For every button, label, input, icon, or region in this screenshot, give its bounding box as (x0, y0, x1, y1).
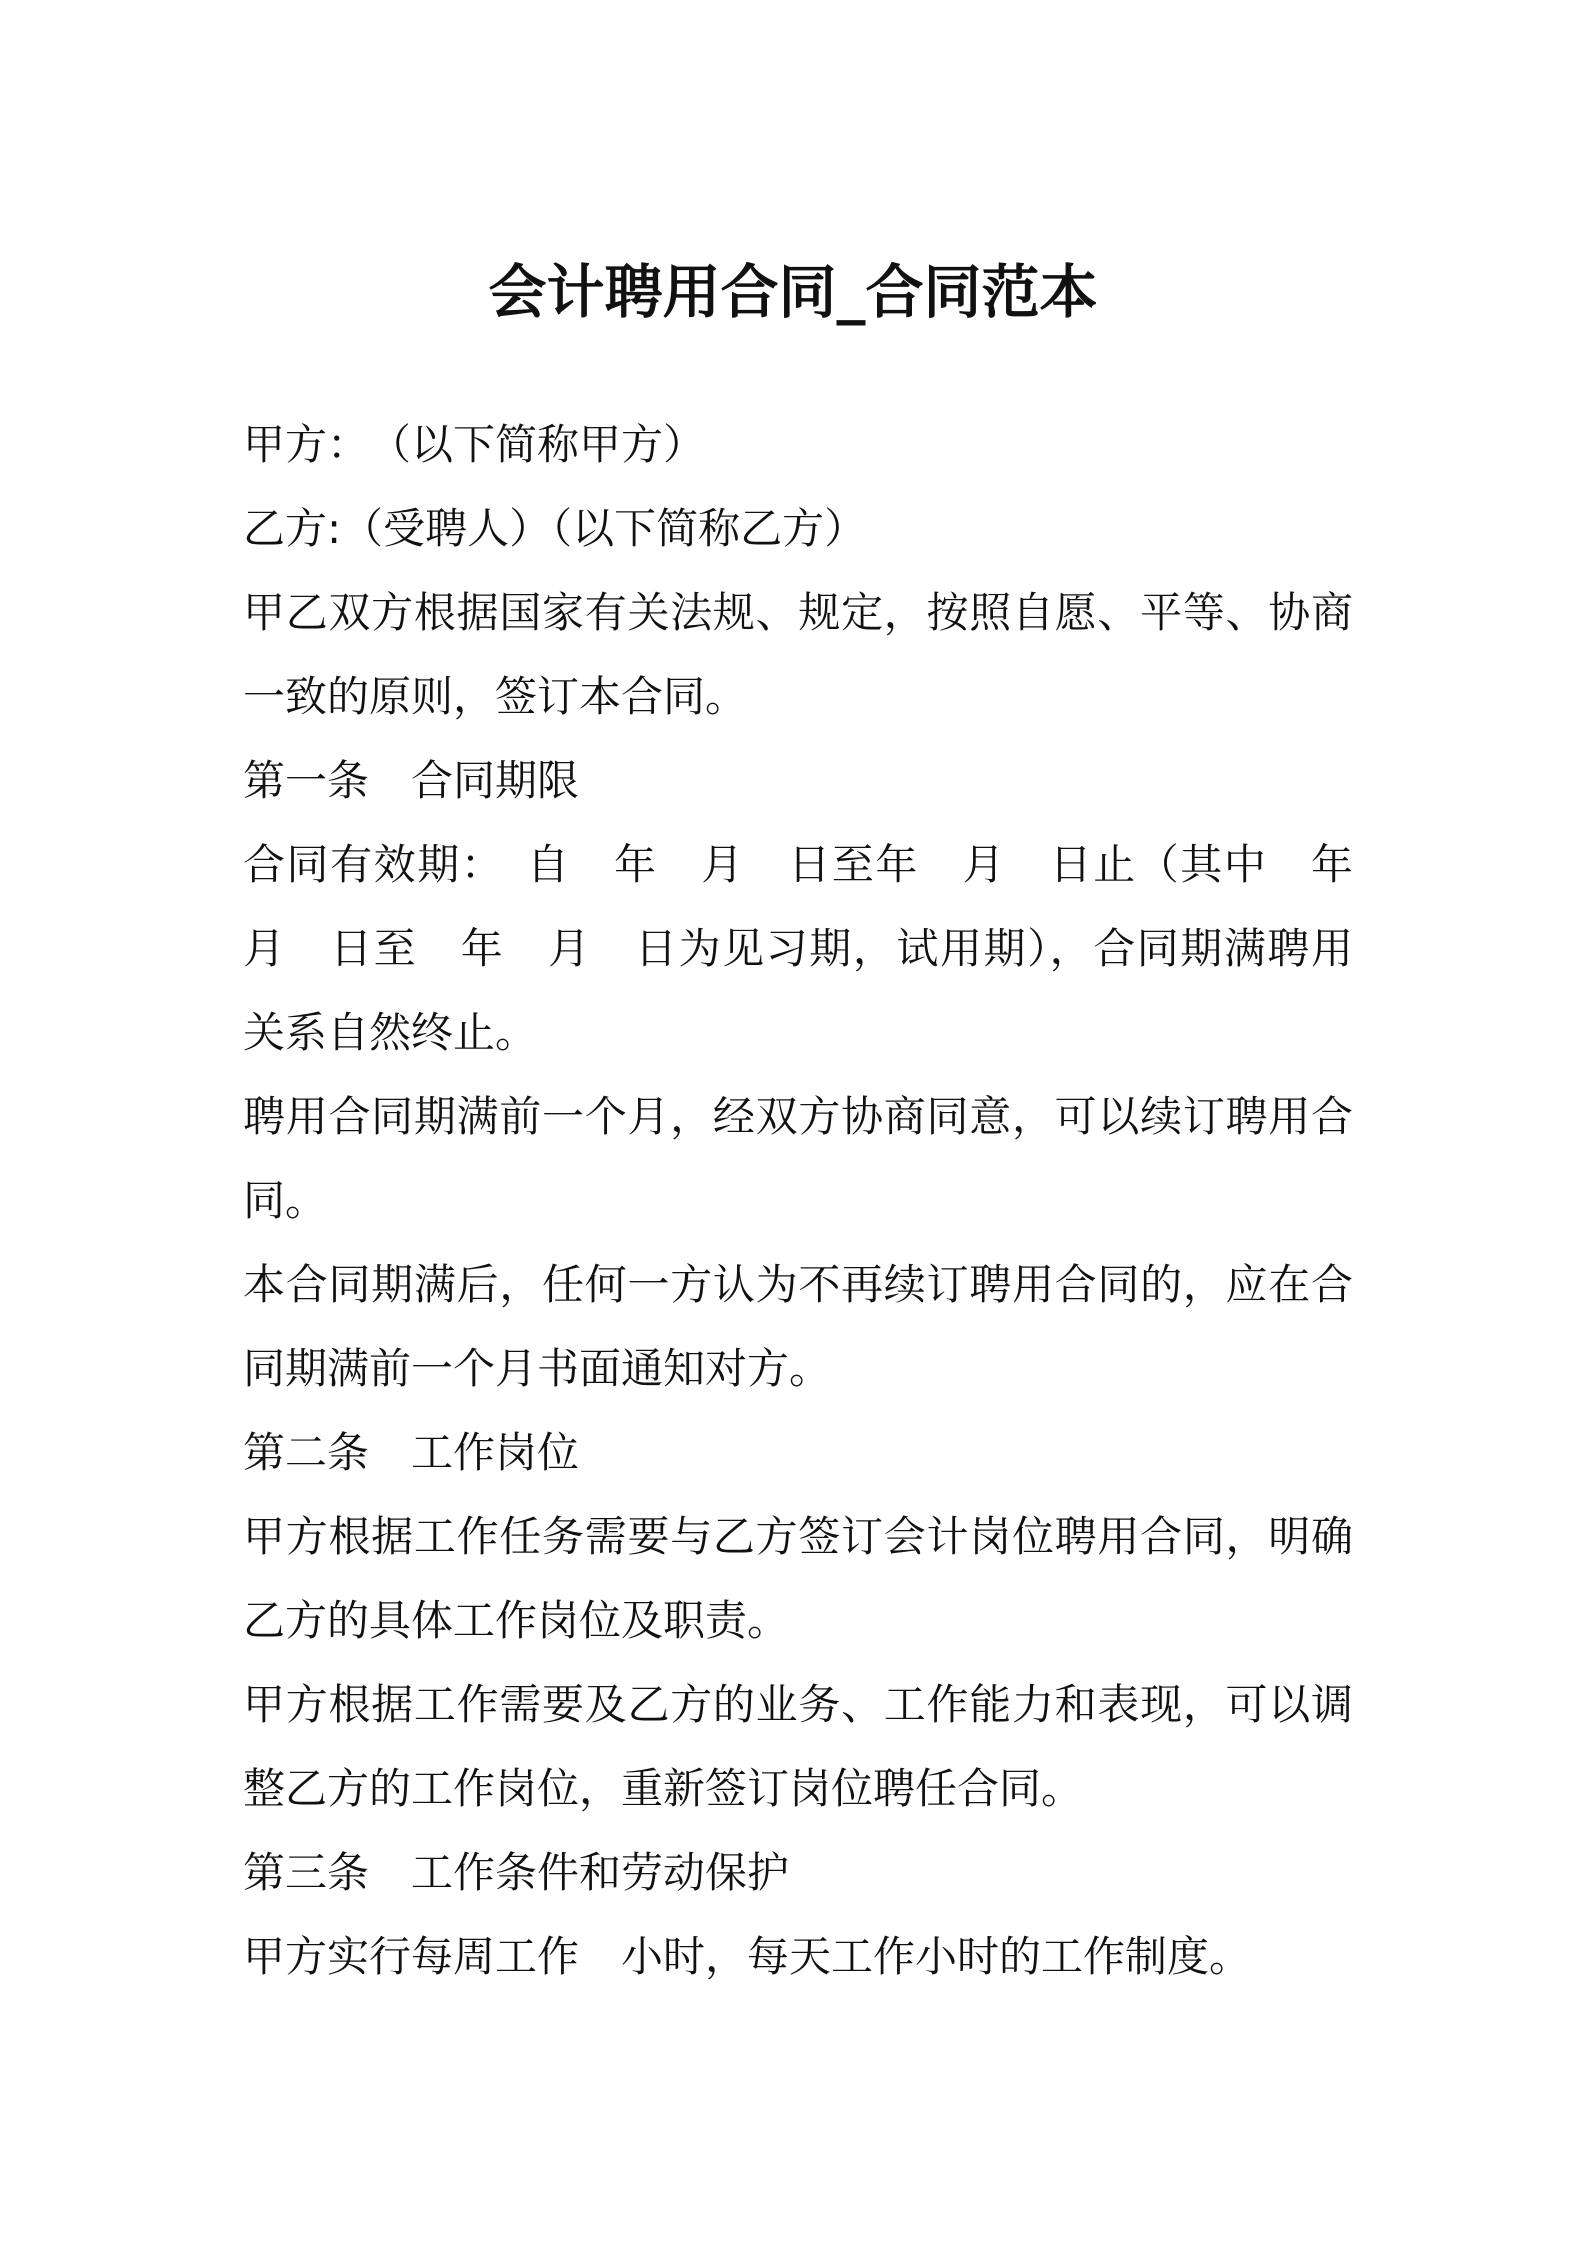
paragraph-working-hours: 甲方实行每周工作 小时，每天工作小时的工作制度。 (243, 1932, 1252, 1981)
paragraph-renewal: 聘用合同期满前一个月，经双方协商同意，可以续订聘用合同。 (243, 1092, 1353, 1225)
paragraph-preamble: 甲乙双方根据国家有关法规、规定，按照自愿、平等、协商一致的原则，签订本合同。 (243, 588, 1353, 721)
document-body (243, 403, 1396, 1999)
paragraph-party-b: 乙方:（受聘人）（以下简称乙方） (243, 504, 867, 553)
document-title: 会计聘用合同_合同范本 (488, 258, 1098, 326)
article-heading-3: 第三条 工作条件和劳动保护 (243, 1848, 790, 1897)
paragraph-position-adjustment: 甲方根据工作需要及乙方的业务、工作能力和表现，可以调整乙方的工作岗位，重新签订岗位聘任合同。 (243, 1680, 1353, 1813)
paragraph-party-a: 甲方： （以下简称甲方） (243, 420, 706, 469)
paragraph-position-contract: 甲方根据工作任务需要与乙方签订会计岗位聘用合同，明确乙方的具体工作岗位及职责。 (243, 1512, 1353, 1645)
article-heading-2: 第二条 工作岗位 (243, 1428, 580, 1477)
article-heading-1: 第一条 合同期限 (243, 756, 580, 805)
paragraph-validity-period: 合同有效期： 自 年 月 日至年 月 日止（其中 年 月 日至 年 月 日为见习期，试用期），合同期满聘用关系自然终止。 (243, 840, 1396, 1057)
paragraph-non-renewal-notice: 本合同期满后，任何一方认为不再续订聘用合同的，应在合同期满前一个月书面通知对方。 (243, 1260, 1353, 1393)
